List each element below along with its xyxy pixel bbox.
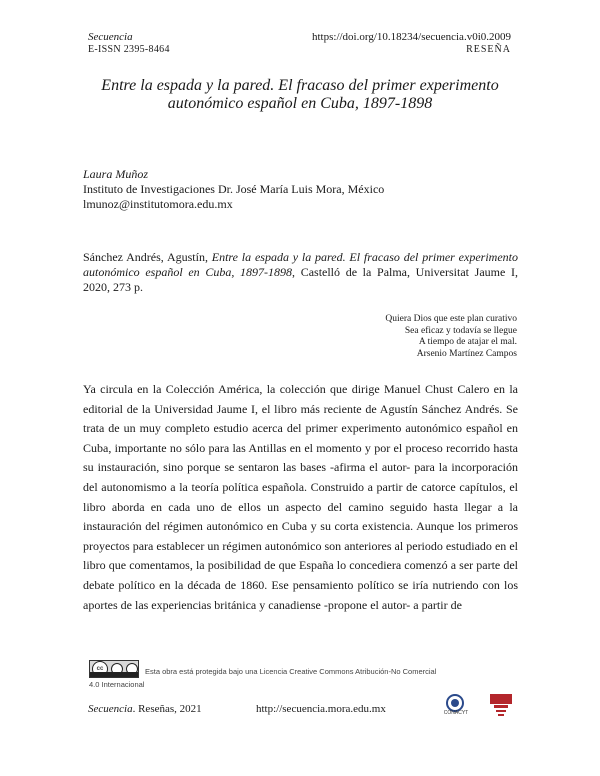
- cc-icon: cc: [92, 661, 108, 677]
- conacyt-logo-icon: [440, 692, 470, 722]
- author-email[interactable]: lmunoz@institutomora.edu.mx: [83, 197, 233, 211]
- epigraph-attribution: Arsenio Martínez Campos: [416, 348, 517, 359]
- body-paragraph: Ya circula en la Colección América, la colección que dirige Manuel Chust Calero en la editorial de la Universidad Jaume I, el libro más reciente de Agustín Sánchez Andrés. Se trata de un muy completo estudio acerca del primer experimento autonómico español en Cuba, importante no sólo para las Antillas en el momento y por el proceso recorrido hasta su instauración, sino porque se sentaron las bases -afirma el autor- para la incorporación del autonomismo a la teoría política española. Construido a partir de catorce capítulos, el libro aborda en cada uno de ellos un aspecto del camino seguido hasta llegar a la instauración del régimen autonómico en Cuba y su corta existencia. Aunque los primeros proyectos para establecer un régimen autonómico son anteriores al periodo estudiado en el libro que comentamos, la posibilidad de que España lo concediera comenzó a ser parte del debate político en la década de 1860. Ese pensamiento político se iría nutriendo con los aportes de las experiencias británica y canadiense -propone el autor- a partir de: [83, 382, 518, 612]
- issn: E-ISSN 2395-8464: [88, 44, 170, 55]
- conacyt-label: CONACYT: [443, 710, 469, 716]
- epigraph-line: Sea eficaz y todavía se llegue: [404, 325, 517, 336]
- license-text: Esta obra está protegida bajo una Licencia Creative Commons Atribución-No Comercial: [145, 667, 437, 676]
- article-title: Entre la espada y la pared. El fracaso del primer experimento autonómico español en Cuba, 1897-1898: [101, 77, 499, 112]
- journal-name: Secuencia: [88, 31, 133, 43]
- author-block: [83, 167, 384, 212]
- cc-by-nc-badge[interactable]: [89, 660, 139, 678]
- author-name: Laura Muñoz: [83, 167, 149, 181]
- footer-url[interactable]: http://secuencia.mora.edu.mx: [256, 703, 386, 715]
- doi-link[interactable]: https://doi.org/10.18234/secuencia.v0i0.2009: [312, 31, 511, 43]
- book-citation: [83, 250, 518, 295]
- citation-author: Sánchez Andrés, Agustín,: [83, 250, 212, 264]
- epigraph-line: Quiera Dios que este plan curativo: [385, 314, 517, 324]
- epigraph: [385, 314, 517, 360]
- license-text-cont: 4.0 Internacional: [89, 680, 145, 689]
- section-label: RESEÑA: [466, 44, 511, 55]
- citation-publisher: , Castelló de la Palma, Universitat Jaume I, 2020, 273 p.: [83, 265, 518, 294]
- footer-citation: [88, 703, 202, 715]
- footer-journal: Secuencia: [88, 703, 133, 715]
- epigraph-line: A tiempo de atajar el mal.: [418, 337, 517, 347]
- footer-rest: . Reseñas, 2021: [132, 703, 202, 715]
- instituto-mora-logo-icon: [486, 690, 516, 720]
- citation-book-title: Entre la espada y la pared. El fracaso del primer experimento autonómico español en Cuba, 1897-1898: [83, 250, 518, 279]
- author-institution: Instituto de Investigaciones Dr. José María Luis Mora, México: [83, 182, 385, 196]
